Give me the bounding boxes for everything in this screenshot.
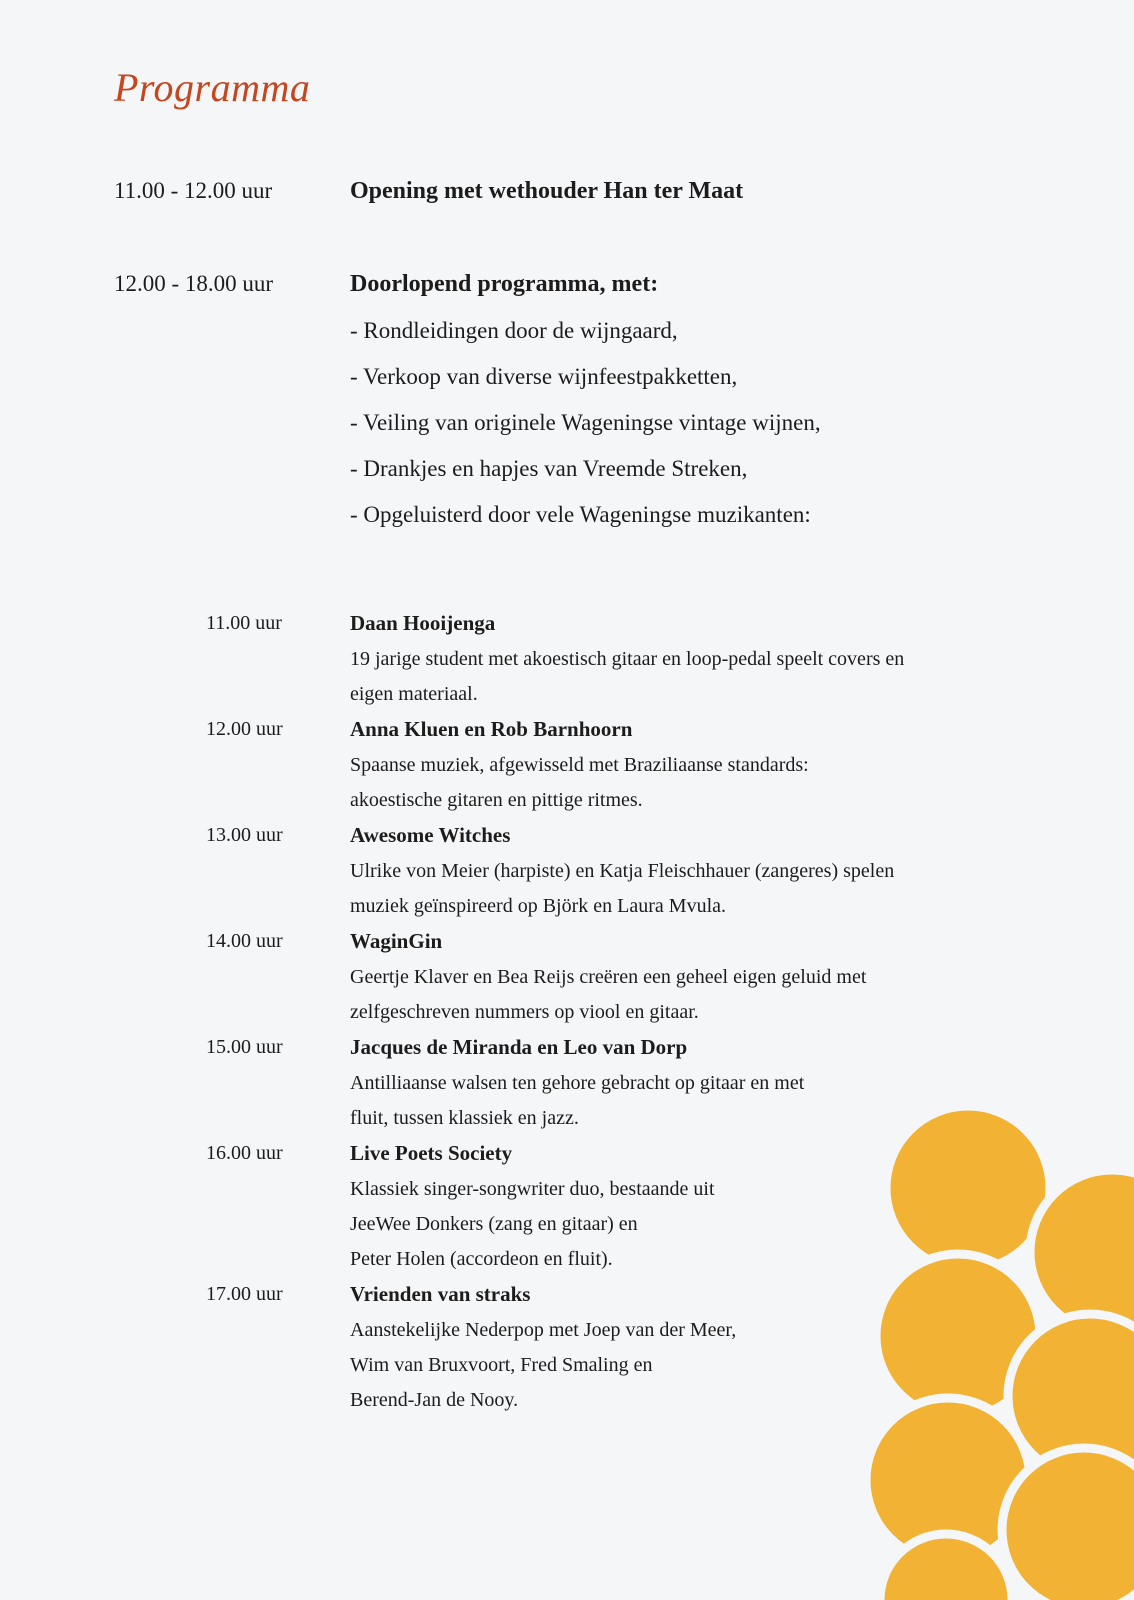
performer-name: WaginGin: [350, 929, 443, 953]
schedule-time: 11.00 - 12.00 uur: [114, 178, 273, 203]
performer-description: [350, 854, 1050, 924]
schedule-heading: Doorlopend programma, met:: [350, 271, 659, 297]
performer-description: [350, 748, 1050, 818]
performer-time: 16.00 uur: [206, 1142, 283, 1164]
description-line: Antilliaanse walsen ten gehore gebracht op gitaar en met: [350, 1072, 805, 1094]
description-line: eigen materiaal.: [350, 683, 478, 705]
performer-body: [350, 928, 1050, 1030]
performer-time: 13.00 uur: [206, 824, 283, 846]
list-item: - Veiling van originele Wageningse vintage wijnen,: [350, 410, 821, 435]
description-line: 19 jarige student met akoestisch gitaar en loop-pedal speelt covers en: [350, 648, 905, 670]
performer-name: Live Poets Society: [350, 1141, 513, 1165]
list-item: - Rondleidingen door de wijngaard,: [350, 318, 678, 343]
performer-body: [350, 716, 1050, 818]
description-line: JeeWee Donkers (zang en gitaar) en: [350, 1213, 638, 1235]
performer-body: [350, 1140, 1050, 1277]
performer-time: 15.00 uur: [206, 1036, 283, 1058]
performer-time: 11.00 uur: [206, 612, 282, 634]
performer-name: Daan Hooijenga: [350, 611, 496, 635]
performer-time: 12.00 uur: [206, 718, 283, 740]
performer-name: Vrienden van straks: [350, 1282, 531, 1306]
description-line: Geertje Klaver en Bea Reijs creëren een geheel eigen geluid met: [350, 966, 867, 988]
list-item: - Verkoop van diverse wijnfeestpakketten,: [350, 364, 738, 389]
list-item: - Drankjes en hapjes van Vreemde Streken,: [350, 456, 748, 481]
performer-description: [350, 1172, 1050, 1277]
page-title: Programma: [114, 65, 311, 110]
schedule-block: [350, 270, 821, 538]
description-line: Ulrike von Meier (harpiste) en Katja Fleischhauer (zangeres) spelen: [350, 860, 895, 882]
description-line: muziek geïnspireerd op Björk en Laura Mvula.: [350, 895, 726, 917]
performer-time: 17.00 uur: [206, 1283, 283, 1305]
schedule-block: [350, 177, 743, 205]
activity-list: [350, 308, 821, 538]
description-line: Klassiek singer-songwriter duo, bestaande uit: [350, 1178, 715, 1200]
performer-description: [350, 1313, 1050, 1418]
description-line: zelfgeschreven nummers op viool en gitaar.: [350, 1001, 699, 1023]
performer-description: [350, 960, 1050, 1030]
schedule-heading: Opening met wethouder Han ter Maat: [350, 178, 744, 204]
performer-body: [350, 610, 1050, 712]
performer-description: [350, 1066, 1050, 1136]
description-line: Berend-Jan de Nooy.: [350, 1389, 519, 1411]
list-item: - Opgeluisterd door vele Wageningse muzikanten:: [350, 502, 811, 527]
performer-name: Jacques de Miranda en Leo van Dorp: [350, 1035, 688, 1059]
description-line: Spaanse muziek, afgewisseld met Braziliaanse standards:: [350, 754, 809, 776]
performer-name: Awesome Witches: [350, 823, 511, 847]
performer-body: [350, 822, 1050, 924]
description-line: akoestische gitaren en pittige ritmes.: [350, 789, 643, 811]
performer-description: [350, 642, 1050, 712]
description-line: fluit, tussen klassiek en jazz.: [350, 1107, 579, 1129]
performer-name: Anna Kluen en Rob Barnhoorn: [350, 717, 633, 741]
performer-body: [350, 1034, 1050, 1136]
description-line: Wim van Bruxvoort, Fred Smaling en: [350, 1354, 653, 1376]
grape-circle: [1002, 1448, 1134, 1600]
performer-time: 14.00 uur: [206, 930, 283, 952]
performer-body: [350, 1281, 1050, 1418]
schedule-time: 12.00 - 18.00 uur: [114, 271, 274, 296]
description-line: Peter Holen (accordeon en fluit).: [350, 1248, 613, 1270]
description-line: Aanstekelijke Nederpop met Joep van der Meer,: [350, 1319, 737, 1341]
